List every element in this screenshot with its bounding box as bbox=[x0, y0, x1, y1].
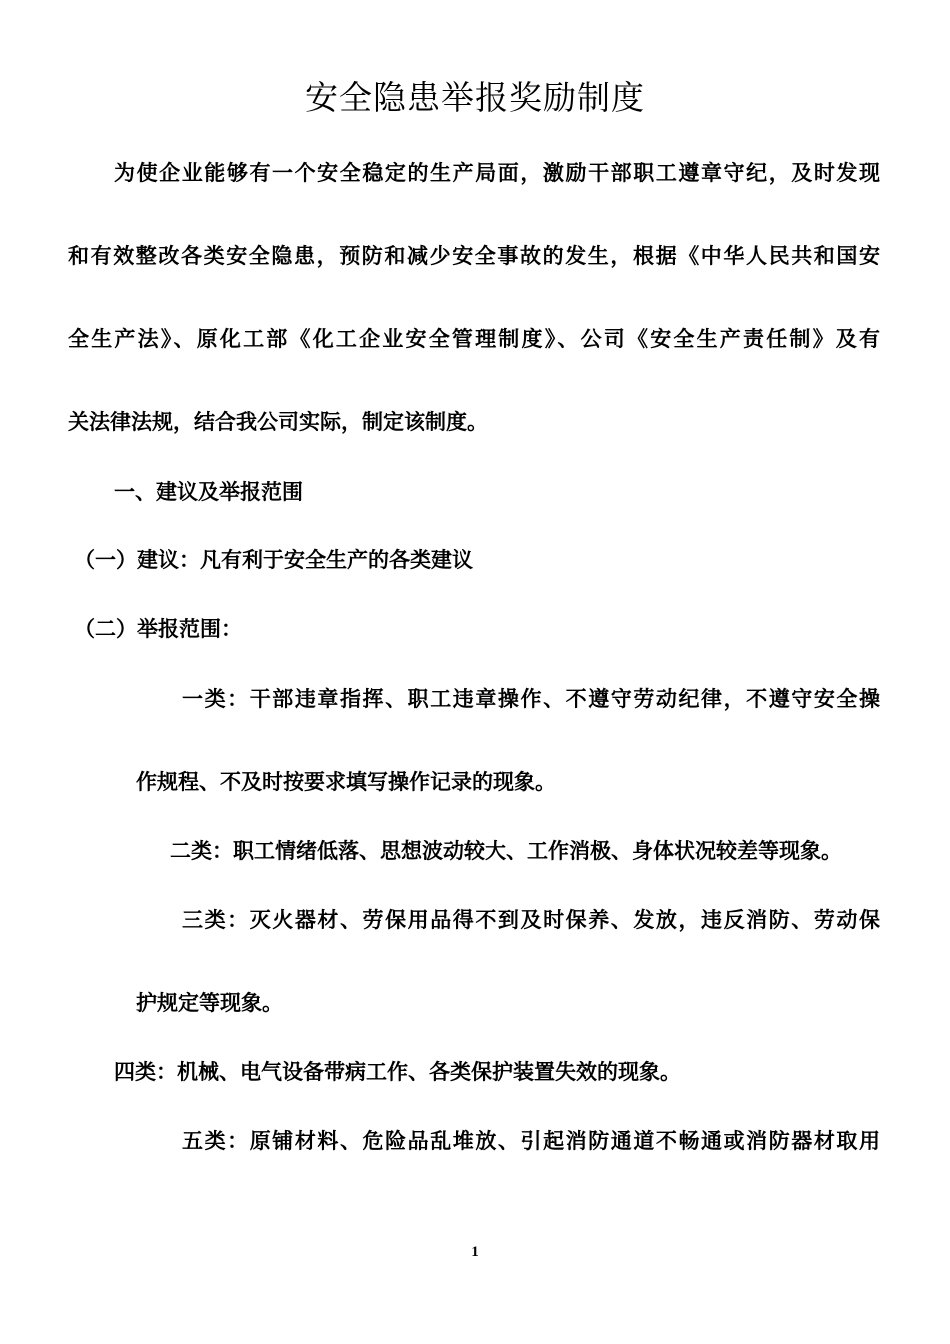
intro-line-3: 全生产法》、原化工部《化工企业安全管理制度》、公司《安全生产责任制》及有 bbox=[68, 327, 880, 351]
intro-line-4: 关法律法规，结合我公司实际，制定该制度。 bbox=[68, 410, 488, 434]
item-report-scope: （二）举报范围： bbox=[74, 617, 242, 641]
category-2: 二类：职工情绪低落、思想波动较大、工作消极、身体状况较差等现象。 bbox=[170, 839, 842, 863]
category-4: 四类：机械、电气设备带病工作、各类保护装置失效的现象。 bbox=[114, 1060, 681, 1084]
intro-line-2: 和有效整改各类安全隐患，预防和减少安全事故的发生，根据《中华人民共和国安 bbox=[68, 244, 880, 268]
document-title: 安全隐患举报奖励制度 bbox=[305, 78, 645, 117]
category-3-line-2: 护规定等现象。 bbox=[136, 991, 283, 1015]
category-1-line-1: 一类：干部违章指挥、职工违章操作、不遵守劳动纪律，不遵守安全操 bbox=[182, 687, 880, 711]
section-heading: 一、建议及举报范围 bbox=[114, 480, 303, 504]
category-5-line-1: 五类：原铺材料、危险品乱堆放、引起消防通道不畅通或消防器材取用 bbox=[182, 1129, 880, 1153]
category-3-line-1: 三类：灭火器材、劳保用品得不到及时保养、发放，违反消防、劳动保 bbox=[182, 908, 880, 932]
item-suggestion: （一）建议：凡有利于安全生产的各类建议 bbox=[74, 548, 473, 572]
category-1-line-2: 作规程、不及时按要求填写操作记录的现象。 bbox=[136, 770, 556, 794]
intro-line-1: 为使企业能够有一个安全稳定的生产局面，激励干部职工遵章守纪，及时发现 bbox=[114, 161, 880, 185]
page-number: 1 bbox=[471, 1244, 479, 1260]
